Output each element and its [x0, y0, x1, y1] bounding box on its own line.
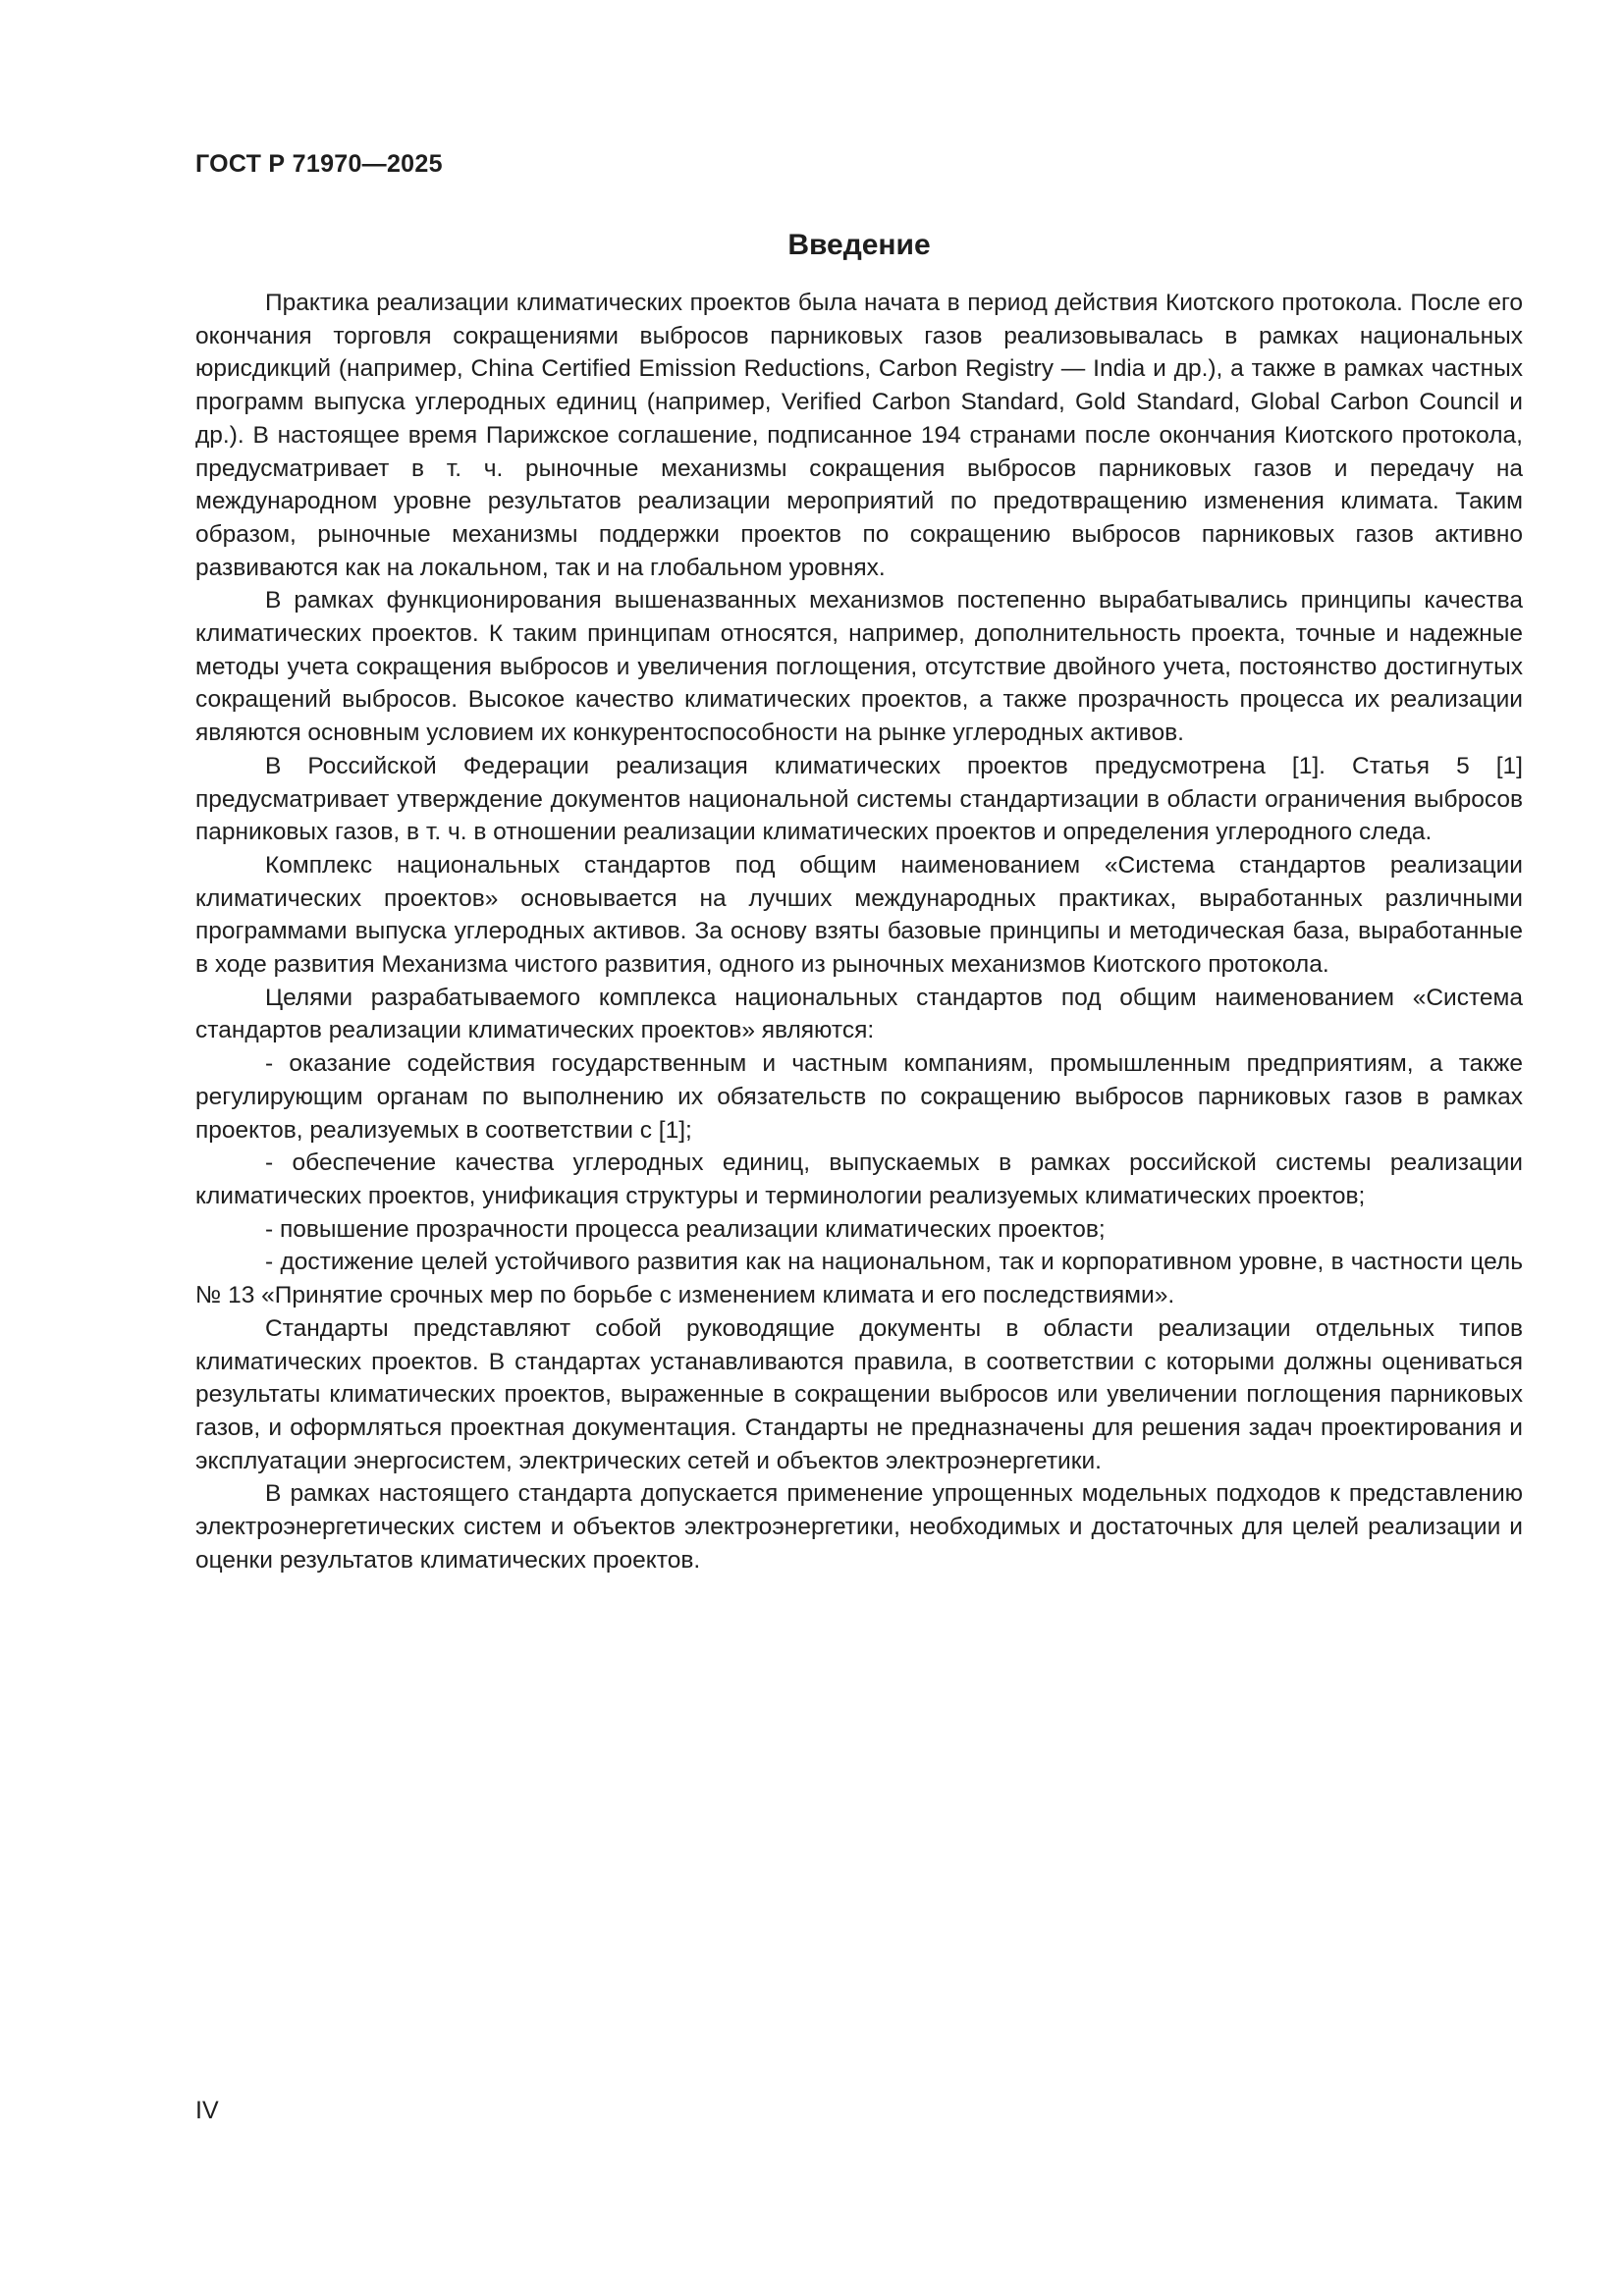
- section-title: Введение: [787, 229, 931, 261]
- paragraph-6: Стандарты представляют собой руководящие документы в области реализации отдельных типов климатических проектов. В стандартах устанавливаются правила, в соответствии с которыми должны оцениваться результаты климатических проектов, выраженные в сокращении выбросов или увеличении поглощения парниковых газов, и оформляться проектная документация. Стандарты не предназначены для решения задач проектирования и эксплуатации энергосистем, электрических сетей и объектов электроэнергетики.: [195, 1314, 1523, 1474]
- paragraph-3: В Российской Федерации реализация климатических проектов предусмотрена [1]. Статья 5 [1] предусматривает утверждение документов национальной системы стандартизации в области ограничения выбросов парниковых газов, в т. ч. в отношении реализации климатических проектов и определения углеродного следа.: [195, 752, 1523, 846]
- list-item-3: - повышение прозрачности процесса реализации климатических проектов;: [265, 1215, 1106, 1243]
- page-number: IV: [195, 2097, 219, 2124]
- document-header: ГОСТ Р 71970—2025: [195, 150, 443, 178]
- paragraph-1: Практика реализации климатических проектов была начата в период действия Киотского протокола. После его окончания торговля сокращениями выбросов парниковых газов реализовывалась в рамках национальных юрисдикций (например, China Certified Emission Reductions, Carbon Registry — India и др.), а также в рамках частных программ выпуска углеродных единиц (например, Verified Carbon Standard, Gold Standard, Global Carbon Council и др.). В настоящее время Парижское соглашение, подписанное 194 странами после окончания Киотского протокола, предусматривает в т. ч. рыночные механизмы сокращения выбросов парниковых газов и передачу на международном уровне результатов реализации мероприятий по предотвращению изменения климата. Таким образом, рыночные механизмы поддержки проектов по сокращению выбросов парниковых газов активно развиваются как на локальном, так и на глобальном уровнях.: [195, 290, 1523, 581]
- paragraph-2: В рамках функционирования вышеназванных механизмов постепенно вырабатывались принципы качества климатических проектов. К таким принципам относятся, например, дополнительность проекта, точные и надежные методы учета сокращения выбросов и увеличения поглощения, отсутствие двойного учета, постоянство достигнутых сокращений выбросов. Высокое качество климатических проектов, а также прозрачность процесса их реализации являются основным условием их конкурентоспособности на рынке углеродных активов.: [195, 587, 1523, 747]
- list-item-1: - оказание содействия государственным и частным компаниям, промышленным предприятиям, а также регулирующим органам по выполнению их обязательств по сокращению выбросов парниковых газов в рамках проектов, реализуемых в соответствии с [1];: [195, 1050, 1523, 1144]
- list-item-2: - обеспечение качества углеродных единиц, выпускаемых в рамках российской системы реализации климатических проектов, унификация структуры и терминологии реализуемых климатических проектов;: [195, 1149, 1523, 1209]
- paragraph-7: В рамках настоящего стандарта допускается применение упрощенных модельных подходов к представлению электроэнергетических систем и объектов электроэнергетики, необходимых и достаточных для целей реализации и оценки результатов климатических проектов.: [195, 1480, 1523, 1574]
- body-text: [195, 287, 1523, 1576]
- list-item-4: - достижение целей устойчивого развития как на национальном, так и корпоративном уровне, в частности цель № 13 «Принятие срочных мер по борьбе с изменением климата и его последствиями».: [195, 1249, 1523, 1309]
- paragraph-5: Целями разрабатываемого комплекса национальных стандартов под общим наименованием «Система стандартов реализации климатических проектов» являются:: [195, 984, 1523, 1044]
- paragraph-4: Комплекс национальных стандартов под общим наименованием «Система стандартов реализации климатических проектов» основывается на лучших международных практиках, выработанных различными программами выпуска углеродных активов. За основу взяты базовые принципы и методическая база, выработанные в ходе развития Механизма чистого развития, одного из рыночных механизмов Киотского протокола.: [195, 851, 1523, 979]
